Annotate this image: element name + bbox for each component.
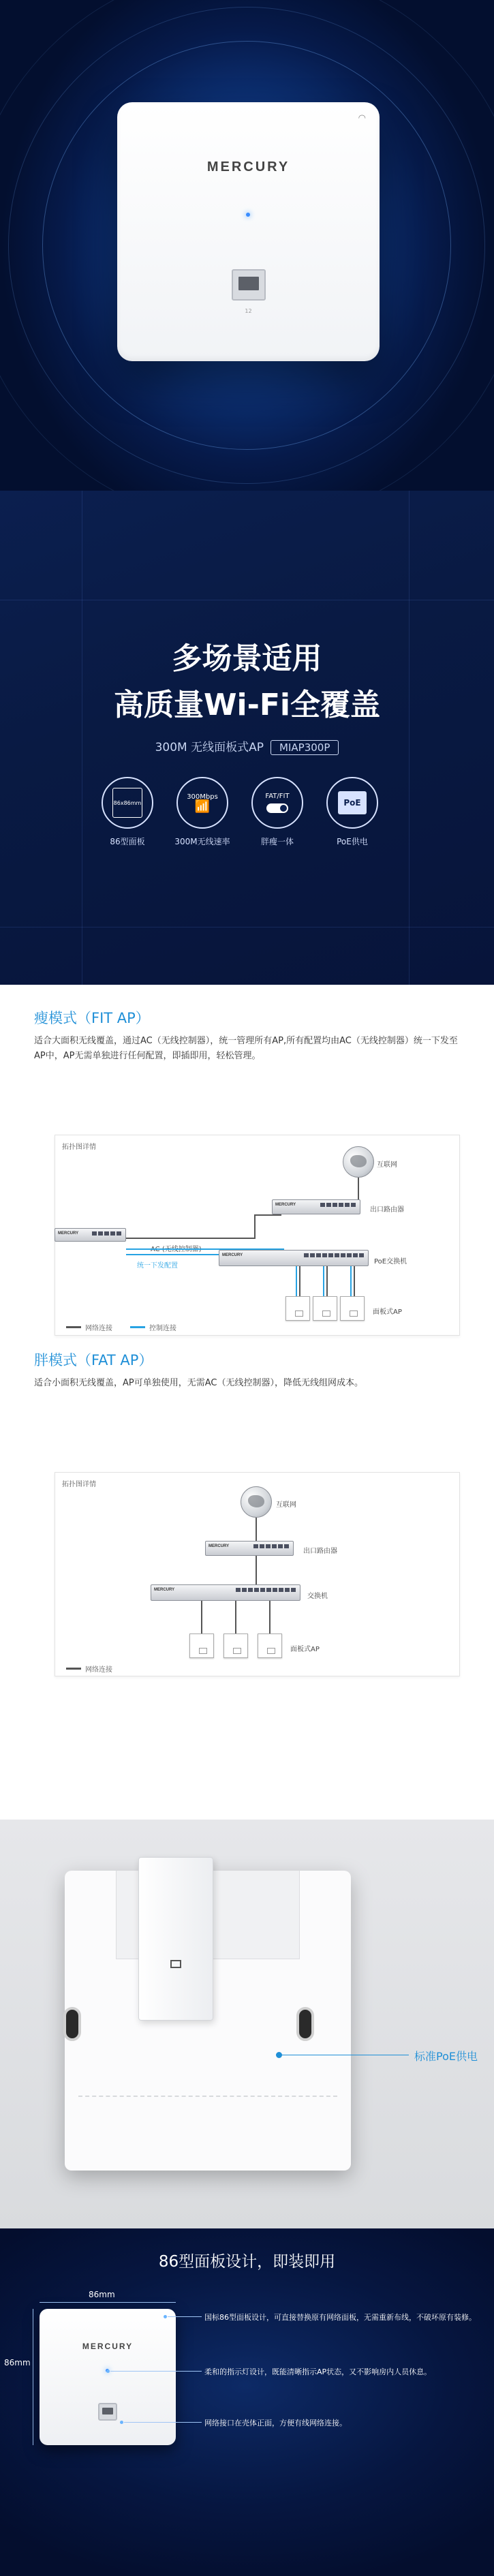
net-wire (201, 1601, 202, 1634)
router-icon: MERCURY (272, 1199, 360, 1214)
poe-module (138, 1857, 213, 2021)
panel-ap-icon (189, 1634, 214, 1658)
ap-device-back (65, 1871, 351, 2171)
ctrl-wire (350, 1266, 352, 1296)
internet-globe-icon (241, 1486, 272, 1518)
net-wire (269, 1601, 271, 1634)
ethernet-port-icon (232, 269, 266, 301)
net-wire (326, 1266, 328, 1296)
panel-icon: 86x86mm (102, 777, 153, 829)
fat-mode-title: 胖模式（FAT AP） (34, 1352, 153, 1368)
feature-label: PoE供电 (337, 837, 368, 846)
fit-mode-desc: 适合大面积无线覆盖，通过AC（无线控制器），统一管理所有AP,所有配置均由AC（无线控制器）统一下发至AP中，AP无需单独进行任何配置，即插即用，轻松管理。 (34, 1036, 458, 1061)
callout-line (110, 2371, 202, 2372)
feature-label: 86型面板 (110, 837, 145, 846)
net-wire (126, 1238, 256, 1239)
dimension-line (40, 2302, 176, 2303)
ethernet-port-icon (98, 2403, 117, 2421)
back-view-section (0, 1820, 494, 2228)
router-icon: MERCURY (205, 1541, 294, 1556)
feature-item (240, 777, 315, 847)
callout-line (124, 2422, 202, 2423)
dimension-height: 86mm (4, 2358, 31, 2367)
net-wire (256, 1556, 257, 1584)
unified-config-label: 统一下发配置 (137, 1262, 178, 1270)
toggle-icon: FAT/FIT (251, 777, 303, 829)
feature-title-2: 高质量Wi-Fi全覆盖 (113, 688, 380, 722)
features-section (0, 491, 494, 985)
panel-ap-label: 面板式AP (373, 1308, 402, 1316)
dimension-width: 86mm (89, 2290, 115, 2299)
ap-device-front (117, 102, 380, 361)
legend-net: 网络连接 (66, 1322, 112, 1332)
poe-callout-dot (276, 2052, 282, 2058)
model-badge: MIAP300P (271, 740, 339, 755)
wifi-icon: ◠ (358, 113, 366, 123)
diagram-caption: 拓扑图详情 (62, 1144, 96, 1151)
panel86-bullet-3: 网络接口在壳体正面，方便有线网络连接。 (204, 2419, 347, 2427)
feature-title-1: 多场景适用 (172, 641, 322, 676)
ap-device-86 (40, 2309, 176, 2445)
ctrl-wire (296, 1266, 297, 1296)
fat-topology-diagram (55, 1472, 460, 1676)
wifi-icon: 300Mbps 📶 (176, 777, 228, 829)
port-label: 12 (245, 308, 252, 314)
net-wire (358, 1178, 359, 1199)
callout-dot (164, 2315, 167, 2318)
switch-icon: MERCURY (151, 1584, 300, 1601)
router-label: 出口路由器 (303, 1548, 337, 1555)
poe-switch-icon: MERCURY (219, 1250, 369, 1266)
fit-mode-title: 瘦模式（FIT AP） (34, 1010, 150, 1026)
net-wire (254, 1214, 281, 1216)
ethernet-port-icon (170, 1960, 181, 1968)
panel86-bullet-1: 国标86型面板设计，可直接替换原有网络面板，无需重新布线，不破坏原有装修。 (204, 2313, 476, 2322)
callout-line (168, 2316, 202, 2317)
poe-label: 标准PoE供电 (414, 2050, 478, 2063)
panel-ap-icon (340, 1296, 365, 1321)
feature-label: 胖瘦一体 (260, 837, 294, 846)
diagram-caption: 拓扑图详情 (62, 1481, 96, 1488)
status-led (246, 213, 250, 217)
panel86-section (0, 2228, 494, 2576)
net-wire (254, 1214, 256, 1239)
switch-label: 交换机 (307, 1593, 328, 1600)
feature-label: 300M无线速率 (174, 837, 230, 846)
brand-logo: MERCURY (82, 2342, 134, 2351)
callout-dot (120, 2421, 123, 2424)
product-type: 300M 无线面板式AP (155, 741, 264, 754)
callout-dot (106, 2370, 110, 2373)
panel-ap-icon (313, 1296, 337, 1321)
poe-switch-label: PoE交换机 (374, 1258, 407, 1266)
brand-logo: MERCURY (206, 159, 290, 174)
legend-net: 网络连接 (66, 1663, 112, 1674)
internet-globe-icon (343, 1146, 374, 1178)
internet-label: 互联网 (276, 1501, 296, 1509)
panel86-title: 86型面板设计，即装即用 (158, 2253, 336, 2271)
feature-subtitle (0, 737, 494, 755)
ctrl-wire (323, 1266, 324, 1296)
router-label: 出口路由器 (370, 1206, 404, 1214)
back-vent (78, 2096, 337, 2157)
panel-ap-label: 面板式AP (290, 1646, 320, 1653)
net-wire (354, 1266, 355, 1296)
net-wire (235, 1601, 236, 1634)
feature-item (90, 777, 165, 847)
net-wire (299, 1266, 300, 1296)
internet-label: 互联网 (377, 1161, 397, 1169)
legend-ctrl: 控制连接 (130, 1322, 176, 1332)
panel86-bullet-2: 柔和的指示灯设计，既能清晰指示AP状态，又不影响房内人员休息。 (204, 2367, 432, 2376)
net-wire (256, 1518, 257, 1541)
panel-ap-icon (258, 1634, 282, 1658)
mount-hole-right (296, 2007, 314, 2041)
mount-hole-left (63, 2007, 81, 2041)
fit-topology-diagram (55, 1135, 460, 1336)
panel-ap-icon (285, 1296, 310, 1321)
hero-section (0, 0, 494, 491)
ac-controller-icon: MERCURY (55, 1228, 126, 1242)
panel-ap-icon (223, 1634, 248, 1658)
feature-item (165, 777, 240, 847)
fat-mode-desc: 适合小面积无线覆盖，AP可单独使用，无需AC（无线控制器），降低无线组网成本。 (34, 1378, 363, 1388)
poe-icon: PoE (326, 777, 378, 829)
modes-section (0, 985, 494, 1820)
feature-item (315, 777, 390, 847)
